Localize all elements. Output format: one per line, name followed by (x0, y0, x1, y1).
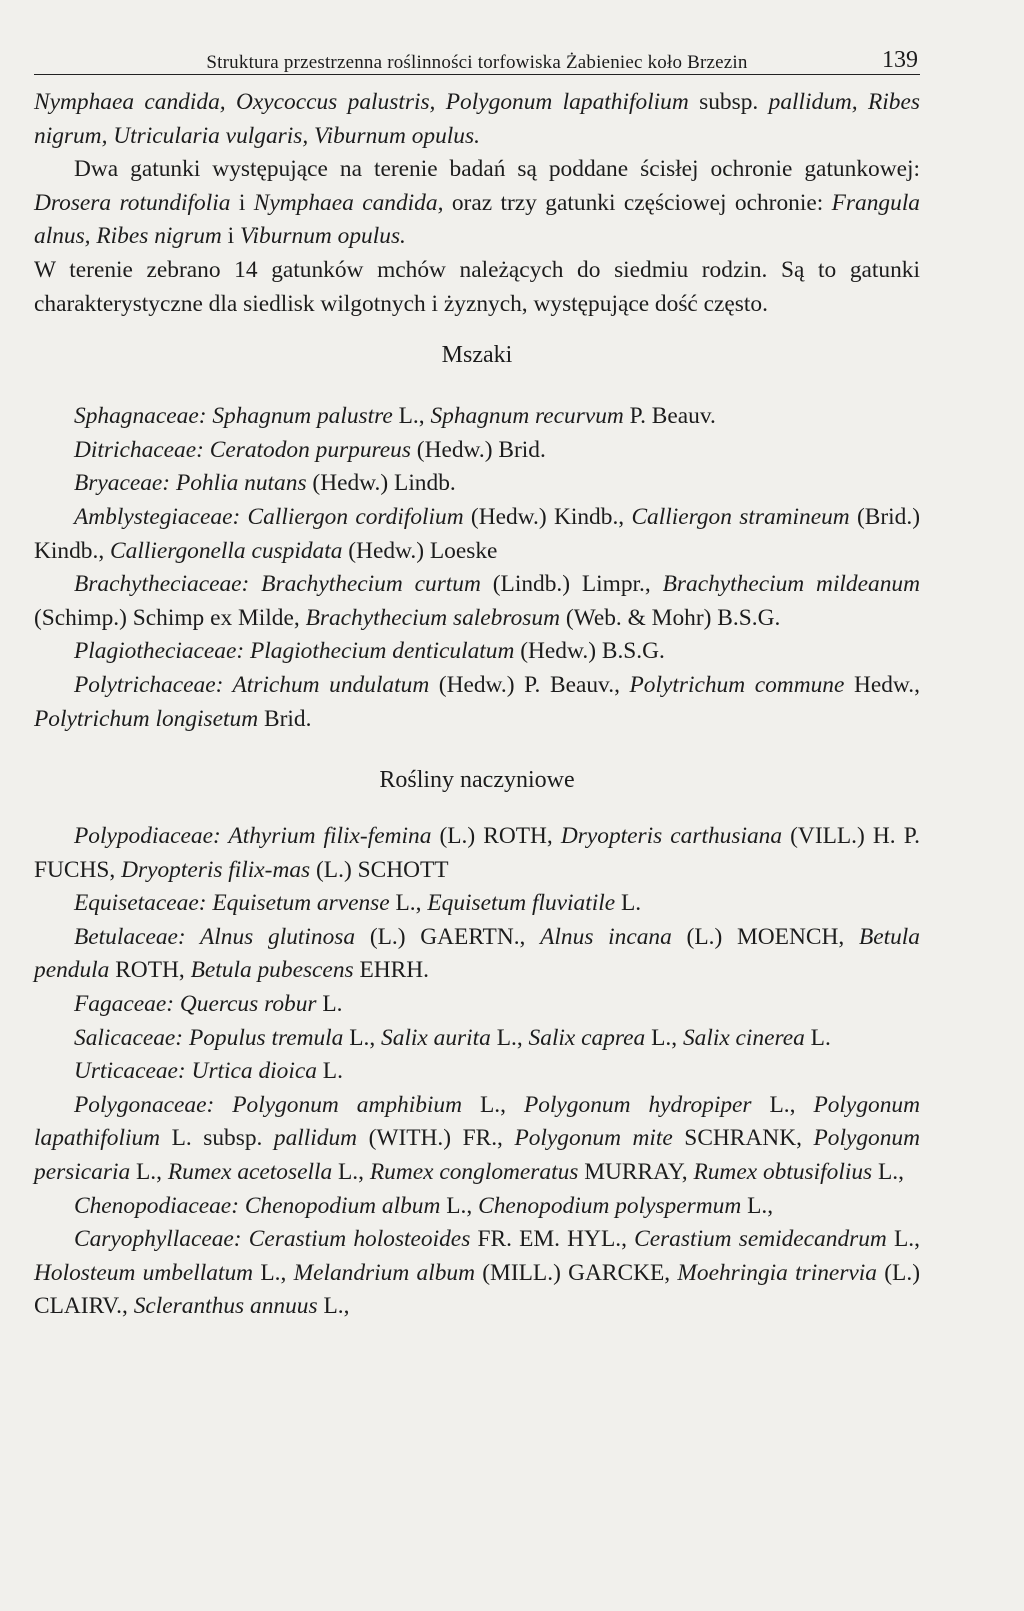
text-run: P. Beauv. (623, 403, 716, 430)
text-run: Amblystegiaceae: Calliergon cordifolium (74, 503, 464, 530)
text-run: L., (392, 403, 431, 430)
text-run: (L.) SCHOTT (310, 856, 449, 883)
text-run: (Lindb.) Limpr., (480, 571, 663, 598)
text-run: (L.) CLAIRV., (34, 1259, 920, 1320)
text-run: (Hedw.) P. Beauv., (429, 671, 630, 698)
text-run: (WITH.) FR., (357, 1125, 515, 1152)
text-run: EHRH. (353, 957, 429, 984)
text-run: L. subsp. (160, 1125, 274, 1152)
text-run: Dryopteris filix-mas (121, 856, 311, 883)
text-run: pallidum (273, 1125, 358, 1152)
taxon-entry (34, 887, 920, 921)
text-run: Scleranthus annuus (133, 1293, 318, 1320)
text-run: Equisetum fluviatile (427, 890, 616, 917)
text-run: L., (332, 1159, 370, 1186)
taxon-entry (34, 1055, 920, 1089)
text-run: Holosteum umbellatum (34, 1259, 254, 1286)
text-run: Salicaceae: Populus tremula (74, 1024, 344, 1051)
text-run: FR. EM. HYL., (470, 1226, 635, 1253)
text-run: Polytrichum longisetum (34, 705, 259, 732)
text-run: Brachytheciaceae: Brachythecium curtum (74, 571, 481, 598)
text-run: Rumex acetosella (167, 1159, 333, 1186)
text-run: Chenopodium polyspermum (478, 1192, 742, 1219)
text-run: L., (741, 1192, 774, 1219)
text-run: L., (130, 1159, 168, 1186)
text-run: Chenopodiaceae: Chenopodium album (74, 1192, 441, 1219)
text-run: Calliergon stramineum (631, 503, 850, 530)
text-run: (L.) MOENCH, (671, 923, 859, 950)
taxon-entry (34, 1022, 920, 1056)
text-run: oraz trzy gatunki częściowej ochronie: (443, 189, 832, 216)
text-run: Rumex obtusifolius (693, 1159, 873, 1186)
text-run: Brachythecium salebrosum (305, 604, 560, 631)
text-run: Salix cinerea (682, 1024, 805, 1051)
text-run: L. (316, 1058, 343, 1085)
text-run: i (230, 189, 254, 216)
intro-paragraph (34, 153, 920, 254)
text-run: Salix aurita (381, 1024, 491, 1051)
text-run: L., (886, 1226, 920, 1253)
text-run: Moehringia trinervia (677, 1259, 877, 1286)
text-run: Hedw., (844, 671, 920, 698)
taxon-entry (34, 669, 920, 736)
text-run: Brachythecium mildeanum (662, 571, 920, 598)
text-run: (L.) GAERTN., (355, 923, 541, 950)
mszaki-list (34, 400, 920, 736)
text-run: (L.) ROTH, (431, 823, 561, 850)
text-run: L., (490, 1024, 529, 1051)
text-run: Ditrichaceae: Ceratodon purpureus (74, 436, 411, 463)
intro-paragraph (34, 254, 920, 321)
text-run: W terenie zebrano 14 gatunków mchów należących do siedmiu rodzin. Są to gatunki charakterystyczne dla siedlisk wilgotnych i żyznych, występujące dość często. (34, 256, 920, 317)
text-run: L., (317, 1293, 350, 1320)
text-run: Frangula alnus, Ribes nigrum (34, 189, 921, 250)
text-run: L., (343, 1024, 382, 1051)
text-run: Melandrium album (293, 1259, 475, 1286)
taxon-entry (34, 921, 920, 988)
text-run: Salix caprea (528, 1024, 646, 1051)
text-run: Sphagnum recurvum (430, 403, 624, 430)
text-run: Alnus incana (540, 923, 672, 950)
page-body (34, 86, 920, 1324)
text-run: L. (316, 991, 343, 1018)
text-run: L. (615, 890, 642, 917)
taxon-entry (34, 820, 920, 887)
text-run: Betula pendula (34, 923, 920, 984)
text-run: (Brid.) Kindb., (34, 503, 921, 564)
intro-text (34, 86, 920, 321)
text-run: Bryaceae: Pohlia nutans (74, 470, 307, 497)
text-run: Polygonum lapathifolium (34, 1091, 920, 1152)
text-run: Brid. (258, 705, 312, 732)
text-run: Betulaceae: Alnus glutinosa (74, 923, 356, 950)
text-run: (Hedw.) B.S.G. (514, 638, 665, 665)
running-title: Struktura przestrzenna roślinności torfowiska Żabieniec koło Brzezin (206, 52, 748, 73)
taxon-entry (34, 635, 920, 669)
text-run: Polypodiaceae: Athyrium filix-femina (74, 823, 432, 850)
text-run: Drosera rotundifolia (34, 189, 231, 216)
text-run: Calliergonella cuspidata (110, 537, 343, 564)
text-run: L., (389, 890, 428, 917)
text-run: (Hedw.) Brid. (410, 436, 546, 463)
text-run: ROTH, (109, 957, 191, 984)
text-run: (Hedw.) Lindb. (306, 470, 456, 497)
intro-paragraph (34, 86, 920, 153)
taxon-entry (34, 1190, 920, 1224)
section-heading-rosliny: Rośliny naczyniowe (379, 767, 575, 794)
running-header (34, 40, 920, 75)
text-run: Polygonum hydropiper (523, 1091, 752, 1118)
text-run: (Schimp.) Schimp ex Milde, (34, 604, 306, 631)
text-run: Cerastium semidecandrum (634, 1226, 887, 1253)
text-run: Polytrichaceae: Atrichum undulatum (74, 671, 430, 698)
text-run: Betula pubescens (190, 957, 354, 984)
text-run: Fagaceae: Quercus robur (74, 991, 317, 1018)
text-run: Plagiotheciaceae: Plagiothecium denticulatum (74, 638, 515, 665)
text-run: subsp. (688, 89, 769, 115)
text-run: Viburnum opulus. (239, 223, 406, 250)
text-run: L., (440, 1192, 479, 1219)
text-run: Equisetaceae: Equisetum arvense (74, 890, 390, 917)
text-run: Caryophyllaceae: Cerastium holosteoides (74, 1226, 471, 1253)
text-run: Polytrichum commune (629, 671, 845, 698)
text-run: L., (253, 1259, 294, 1286)
taxon-entry (34, 568, 920, 635)
text-run: pallidum, Ribes nigrum, Utricularia vulgaris, Viburnum opulus. (34, 89, 920, 149)
taxon-entry (34, 1089, 920, 1190)
taxon-entry (34, 434, 920, 468)
text-run: MURRAY, (578, 1159, 694, 1186)
section-heading-mszaki: Mszaki (441, 342, 513, 369)
text-run: Sphagnaceae: Sphagnum palustre (74, 403, 393, 430)
text-run: Urticaceae: Urtica dioica (74, 1058, 317, 1085)
taxon-entry (34, 1223, 920, 1324)
rosliny-list (34, 820, 920, 1324)
text-run: (Web. & Mohr) B.S.G. (560, 604, 781, 631)
text-run: Nymphaea candida, (253, 189, 444, 216)
text-run: L., (872, 1159, 904, 1186)
text-run: L., (462, 1091, 524, 1118)
text-run: i (221, 223, 240, 250)
text-run: L., (645, 1024, 683, 1051)
text-run: Dwa gatunki występujące na terenie badań są poddane ścisłej ochronie gatunkowej: (74, 156, 920, 183)
taxon-entry (34, 501, 920, 568)
text-run: Polygonum persicaria (34, 1125, 921, 1186)
text-run: (MILL.) GARCKE, (475, 1259, 678, 1286)
text-run: Dryopteris carthusiana (560, 823, 783, 850)
text-run: Nymphaea candida, Oxycoccus palustris, Polygonum lapathifolium (34, 89, 689, 115)
text-run: (Hedw.) Loeske (342, 537, 498, 564)
page-number: 139 (882, 47, 918, 73)
text-run: (Hedw.) Kindb., (463, 503, 632, 530)
taxon-entry (34, 467, 920, 501)
taxon-entry (34, 400, 920, 434)
text-run: L. (804, 1024, 831, 1051)
taxon-entry (34, 988, 920, 1022)
text-run: Rumex conglomeratus (369, 1159, 579, 1186)
text-run: Polygonaceae: Polygonum amphibium (74, 1091, 463, 1118)
text-run: L., (751, 1091, 814, 1118)
text-run: SCHRANK, (672, 1125, 814, 1152)
text-run: (VILL.) H. P. FUCHS, (34, 823, 920, 883)
text-run: Polygonum mite (514, 1125, 673, 1152)
